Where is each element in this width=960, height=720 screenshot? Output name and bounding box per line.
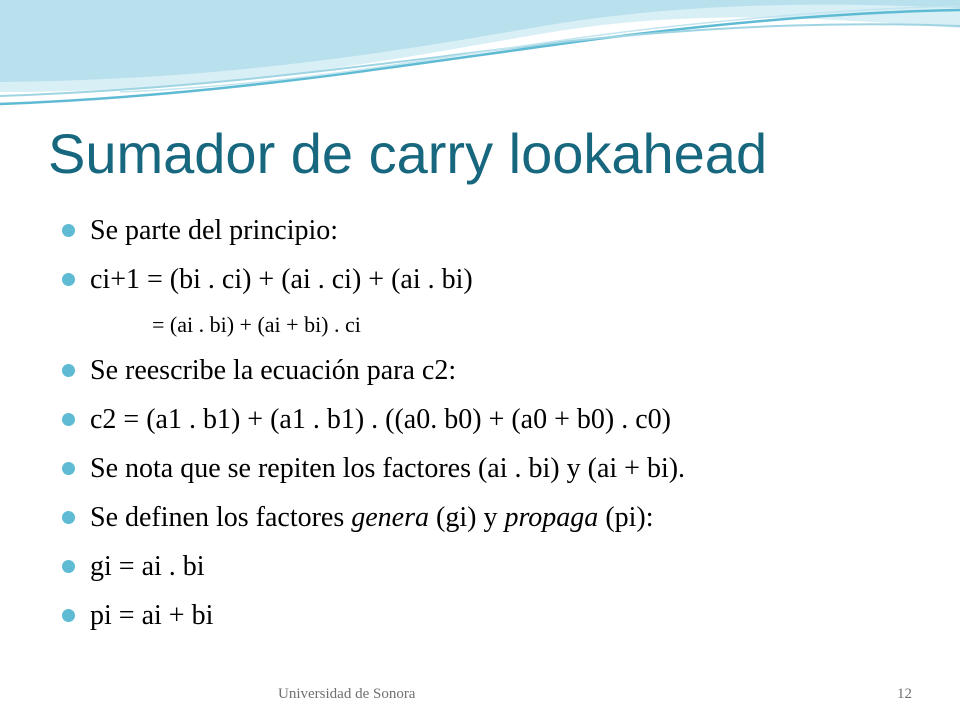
bullet-dot [62, 364, 75, 377]
bullet-dot [62, 462, 75, 475]
page-number: 12 [897, 686, 912, 702]
bullet-text: = (ai . bi) + (ai + bi) . ci [152, 312, 361, 337]
bullet-text: Se parte del principio: [90, 215, 339, 246]
bullet-item [62, 346, 932, 395]
bullet-item [62, 255, 932, 304]
footer-institution: Universidad de Sonora [278, 686, 416, 702]
bullet-item [62, 395, 932, 444]
bullet-item [62, 542, 932, 591]
term-genera: genera [351, 502, 430, 533]
decorative-wave-header [0, 0, 960, 120]
bullet-dot [62, 560, 75, 573]
bullet-dot [62, 224, 75, 237]
bullet-text-after: (pi): [598, 502, 654, 533]
bullet-item [62, 493, 932, 542]
bullet-dot [62, 273, 75, 286]
bullet-text: ci+1 = (bi . ci) + (ai . ci) + (ai . bi) [90, 264, 473, 295]
bullet-dot [62, 609, 75, 622]
bullet-text-before: Se definen los factores [90, 502, 352, 533]
equation-continuation [62, 304, 932, 346]
bullet-text-mid: (gi) y [429, 502, 505, 533]
term-propaga: propaga [504, 502, 599, 533]
bullet-text: gi = ai . bi [90, 551, 205, 582]
bullet-dot [62, 511, 75, 524]
bullet-item [62, 206, 932, 255]
slide-title: Sumador de carry lookahead [48, 122, 768, 185]
bullet-text: Se reescribe la ecuación para c2: [90, 355, 457, 386]
bullet-text: c2 = (a1 . b1) + (a1 . b1) . ((a0. b0) + (a0 + b0) . c0) [90, 404, 671, 435]
bullet-dot [62, 413, 75, 426]
bullet-item [62, 444, 932, 493]
bullet-text: Se nota que se repiten los factores (ai . bi) y (ai + bi). [90, 453, 686, 484]
bullet-list [62, 206, 932, 640]
bullet-text: pi = ai + bi [90, 600, 214, 631]
bullet-item [62, 591, 932, 640]
